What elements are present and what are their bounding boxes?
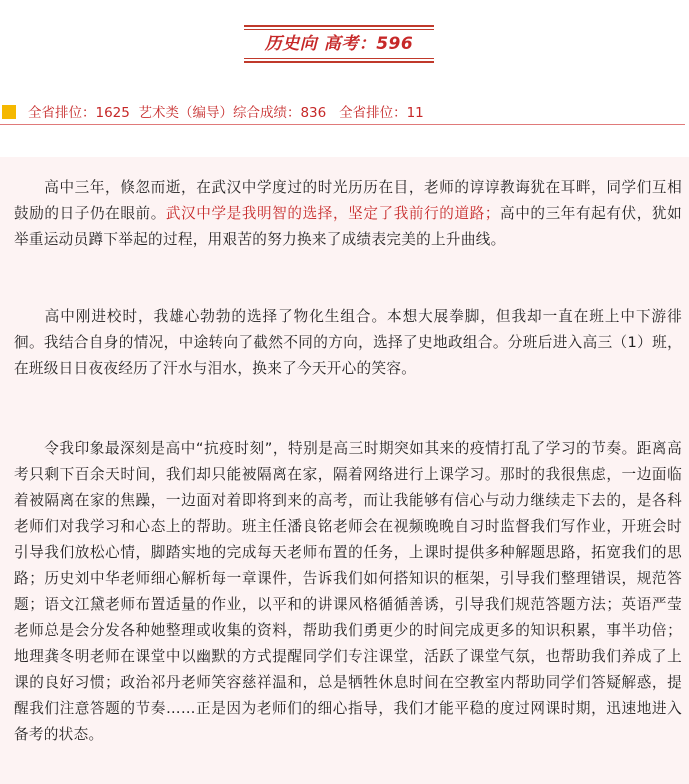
title-box — [244, 25, 434, 63]
paragraph-1-text-after: 高中的三年有起有伏，犹如举重运动员蹲下举起的过程，用艰苦的努力换来了成绩表完美的上升曲线。 — [14, 205, 682, 248]
paragraph-1-highlight: 武汉中学是我明智的选择，坚定了我前行的道路； — [165, 205, 500, 222]
paragraph-2-text: 高中刚进校时，我雄心勃勃的选择了物化生组合。本想大展拳脚，但我却一直在班上中下游徘徊。我结合自身的情况，中途转向了截然不同的方向，选择了史地政组合。分班后进入高三（1）班，在班级日日夜夜经历了汗水与泪水，换来了今天开心的笑容。 — [14, 308, 682, 377]
paragraph-1 — [14, 175, 682, 253]
rank-bar — [0, 103, 689, 125]
marker-square-icon — [2, 105, 16, 119]
rank-line: 全省排位：1625 艺术类（编导）综合成绩：836 全省排位：11 — [28, 105, 424, 121]
title-border-top-inner — [244, 29, 434, 30]
rank-divider — [0, 124, 685, 125]
page-title: 历史向 高考：596 — [264, 34, 414, 54]
title-border-bottom — [244, 61, 434, 63]
title-border-bottom-inner — [244, 58, 434, 59]
title-border-top — [244, 25, 434, 27]
paragraph-2 — [14, 304, 682, 382]
paragraph-1-text: 高中三年，倏忽而逝，在武汉中学度过的时光历历在目，老师的谆谆教诲犹在耳畔，同学们互相鼓励的日子仍在眼前。 — [14, 179, 682, 222]
article-body — [0, 157, 689, 784]
paragraph-3 — [14, 436, 682, 748]
paragraph-3-text: 令我印象最深刻是高中“抗疫时刻”，特别是高三时期突如其来的疫情打乱了学习的节奏。距离高考只剩下百余天时间，我们却只能被隔离在家，隔着网络进行上课学习。那时的我很焦虑，一边面临着被隔离在家的焦躁，一边面对着即将到来的高考，而让我能够有信心与动力继续走下去的，是各科老师们对我学习和心态上的帮助。班主任潘良铭老师会在视频晚晚自习时监督我们写作业，开班会时引导我们放松心情，脚踏实地的完成每天老师布置的任务，上课时提供多种解题思路，拓宽我们的思路；历史刘中华老师细心解析每一章课件，告诉我们如何搭知识的框架，引导我们整理错误，规范答题；语文江黛老师布置适量的作业，以平和的讲课风格循循善诱，引导我们规范答题方法；英语严莹老师总是会分发各种她整理或收集的资料，帮助我们勇更少的时间完成更多的知识积累，事半功倍；地理龚冬明老师在课堂中以幽默的方式提醒同学们专注课堂，活跃了课堂气氛，也帮助我们养成了上课的良好习惯；政治祁丹老师笑容慈祥温和，总是牺牲休息时间在空教室内帮助同学们答疑解惑，提醒我们注意答题的节奏……正是因为老师们的细心指导，我们才能平稳的度过网课时期，迅速地进入备考的状态。 — [14, 440, 682, 743]
